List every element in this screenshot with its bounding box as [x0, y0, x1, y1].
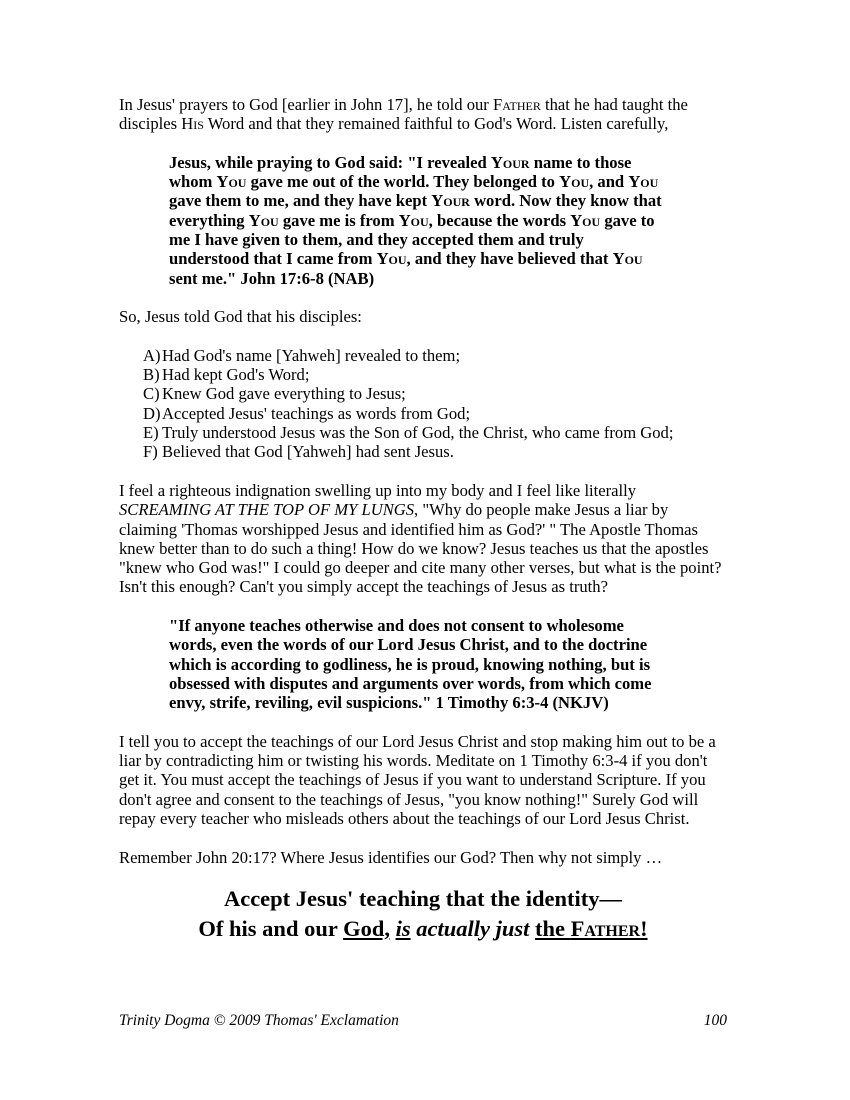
- closing-heading: [119, 884, 727, 944]
- blockquote-john-17-6-8: Jesus, while praying to God said: "I revealed Your name to those whom You gave me out of the world. They belonged to You, and You gave them to me, and they have kept Your word. Now they know that everything You gave me is from You, because the words You gave to me I have given to them, and they accepted them and truly understood that I came from You, and they have believed that You sent me." John 17:6-8 (NAB): [169, 152, 662, 288]
- list-item: [143, 384, 727, 403]
- paragraph-intro: In Jesus' prayers to God [earlier in John 17], he told our Father that he had taught the disciples His Word and that they remained faithful to God's Word. Listen carefully,: [119, 95, 688, 134]
- list-item: [143, 346, 727, 365]
- list-item: [143, 423, 727, 442]
- paragraph-so-jesus-told: So, Jesus told God that his disciples:: [119, 307, 362, 327]
- list-marker: E): [143, 423, 159, 443]
- list-item-text: Accepted Jesus' teachings as words from God;: [162, 403, 471, 423]
- list-marker: C): [143, 384, 160, 404]
- list-marker: B): [143, 365, 160, 385]
- paragraph-remember-john-20-17: Remember John 20:17? Where Jesus identifies our God? Then why not simply …: [119, 847, 663, 867]
- page-content: [119, 95, 727, 944]
- paragraph-righteous-indignation: I feel a righteous indignation swelling up into my body and I feel like literally SCREAMING AT THE TOP OF MY LUNGS, "Why do people make Jesus a liar by claiming 'Thomas worshipped Jesus and identified him as God?' " The Apostle Thomas knew better than to do such a thing! How do we know? Jesus teaches us that the apostles "knew who God was!" I could go deeper and cite many other verses, but what is the point? Isn't this enough? Can't you simply accept the teachings of Jesus as truth?: [119, 480, 722, 597]
- footer-page-number: 100: [703, 1012, 727, 1029]
- list-marker: D): [143, 403, 161, 423]
- list-item-text: Had kept God's Word;: [162, 365, 310, 385]
- list-item: [143, 404, 727, 423]
- disciples-list: [119, 346, 727, 462]
- page-footer: [119, 1012, 727, 1030]
- list-marker: F): [143, 442, 158, 462]
- list-item: [143, 442, 727, 461]
- footer-book-title: Trinity Dogma © 2009 Thomas' Exclamation: [119, 1012, 399, 1029]
- list-item-text: Had God's name [Yahweh] revealed to them;: [162, 345, 461, 365]
- blockquote-1-timothy-6-3-4: "If anyone teaches otherwise and does not consent to wholesome words, even the words of our Lord Jesus Christ, and to the doctrine which is according to godliness, he is proud, knowing nothing, but is obsessed with disputes and arguments over words, from which come envy, strife, reviling, evil suspicions." 1 Timothy 6:3-4 (NKJV): [169, 616, 652, 713]
- list-item-text: Truly understood Jesus was the Son of God, the Christ, who came from God;: [162, 423, 674, 443]
- closing-heading-line-1: Accept Jesus' teaching that the identity—: [223, 885, 623, 911]
- list-item-text: Knew God gave everything to Jesus;: [162, 384, 406, 404]
- list-item-text: Believed that God [Yahweh] had sent Jesus.: [162, 442, 454, 462]
- list-marker: A): [143, 345, 161, 365]
- list-item: [143, 365, 727, 384]
- closing-heading-line-2: Of his and our God, is actually just the Father!: [198, 915, 648, 941]
- paragraph-accept-teachings: I tell you to accept the teachings of our Lord Jesus Christ and stop making him out to be a liar by contradicting him or twisting his words. Meditate on 1 Timothy 6:3-4 if you don't get it. You must accept the teachings of Jesus if you want to understand Scripture. If you don't agree and consent to the teachings of Jesus, "you know nothing!" Surely God will repay every teacher who misleads others about the teachings of our Lord Jesus Christ.: [119, 731, 716, 828]
